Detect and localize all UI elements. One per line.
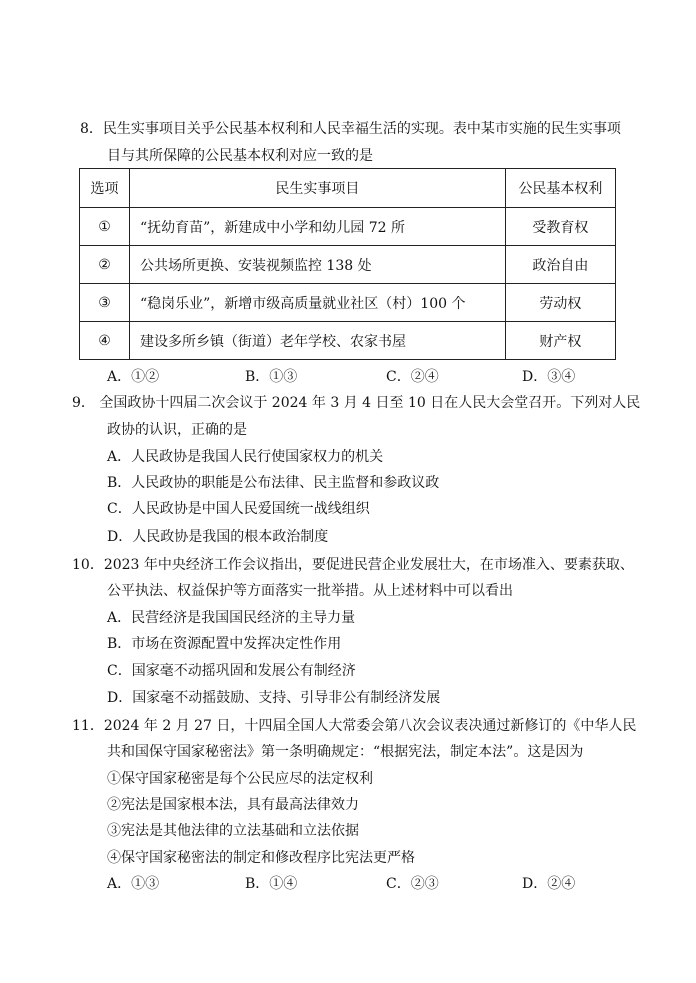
q9-option-b[interactable]: B．人民政协的职能是公布法律、民主监督和参政议政 bbox=[107, 475, 440, 491]
q10-option-c[interactable]: C．国家毫不动摇巩固和发展公有制经济 bbox=[107, 663, 356, 679]
table-row bbox=[80, 246, 616, 284]
q9-option-a[interactable]: A．人民政协是我国人民行使国家权力的机关 bbox=[107, 449, 384, 465]
q8-option-d[interactable]: D．③④ bbox=[522, 369, 576, 385]
q10-option-d[interactable]: D．国家毫不动摇鼓励、支持、引导非公有制经济发展 bbox=[107, 690, 441, 706]
q8-stem-line-1: 8．民生实事项目关乎公民基本权利和人民幸福生活的实现。表中某市实施的民生实事项 bbox=[80, 121, 621, 137]
q11-stem-line-2: 共和国保守国家秘密法》第一条明确规定：“根据宪法，制定本法”。这是因为 bbox=[107, 744, 584, 760]
q9-option-d[interactable]: D．人民政协是我国的根本政治制度 bbox=[107, 529, 329, 545]
table-header: 公民基本权利 bbox=[505, 169, 615, 208]
table-cell: ① bbox=[80, 208, 130, 246]
table-row bbox=[80, 208, 616, 246]
q11-statement-4: ④保守国家秘密法的制定和修改程序比宪法更严格 bbox=[107, 850, 415, 866]
q8-table bbox=[79, 168, 616, 360]
table-row bbox=[80, 322, 616, 360]
table-header: 民生实事项目 bbox=[129, 169, 505, 208]
q8-option-c[interactable]: C．②④ bbox=[386, 369, 439, 385]
q8-option-a[interactable]: A．①② bbox=[107, 369, 160, 385]
q9-option-c[interactable]: C．人民政协是中国人民爱国统一战线组织 bbox=[107, 501, 370, 517]
table-cell: “抚幼育苗”，新建成中小学和幼儿园 72 所 bbox=[129, 208, 505, 246]
table-cell: ④ bbox=[80, 322, 130, 360]
table-cell: 劳动权 bbox=[505, 284, 615, 322]
table-cell: 政治自由 bbox=[505, 246, 615, 284]
q9-stem-line-1: 9． 全国政协十四届二次会议于 2024 年 3 月 4 日至 10 日在人民大会堂召开。下列对人民 bbox=[72, 395, 641, 411]
table-cell: 建设多所乡镇（街道）老年学校、农家书屋 bbox=[129, 322, 505, 360]
q11-option-d[interactable]: D．②④ bbox=[522, 876, 576, 892]
table-cell: “稳岗乐业”，新增市级高质量就业社区（村）100 个 bbox=[129, 284, 505, 322]
q11-option-a[interactable]: A．①③ bbox=[107, 876, 160, 892]
table-header-row bbox=[80, 169, 616, 208]
q10-option-b[interactable]: B．市场在资源配置中发挥决定性作用 bbox=[107, 636, 342, 652]
q10-stem-line-2: 公平执法、权益保护等方面落实一批举措。从上述材料中可以看出 bbox=[107, 583, 513, 599]
table-cell: 财产权 bbox=[505, 322, 615, 360]
q10-stem-line-1: 10．2023 年中央经济工作会议指出，要促进民营企业发展壮大，在市场准入、要素获取、 bbox=[72, 557, 634, 573]
q8-option-b[interactable]: B．①③ bbox=[245, 369, 298, 385]
q11-statement-2: ②宪法是国家根本法，具有最高法律效力 bbox=[107, 797, 359, 813]
q11-statement-3: ③宪法是其他法律的立法基础和立法依据 bbox=[107, 823, 359, 839]
table-cell: 公共场所更换、安装视频监控 138 处 bbox=[129, 246, 505, 284]
q8-stem-line-2: 目与其所保障的公民基本权利对应一致的是 bbox=[107, 148, 373, 164]
table-cell: ② bbox=[80, 246, 130, 284]
q10-option-a[interactable]: A．民营经济是我国国民经济的主导力量 bbox=[107, 610, 356, 626]
q11-option-c[interactable]: C．②③ bbox=[386, 876, 439, 892]
q11-option-b[interactable]: B．①④ bbox=[245, 876, 298, 892]
q9-stem-line-2: 政协的认识，正确的是 bbox=[107, 422, 247, 438]
q11-stem-line-1: 11．2024 年 2 月 27 日，十四届全国人大常委会第八次会议表决通过新修订的《中华人民 bbox=[72, 718, 637, 734]
q11-statement-1: ①保守国家秘密是每个公民应尽的法定权利 bbox=[107, 771, 373, 787]
table-header: 选项 bbox=[80, 169, 130, 208]
table-row bbox=[80, 284, 616, 322]
table-cell: ③ bbox=[80, 284, 130, 322]
table-cell: 受教育权 bbox=[505, 208, 615, 246]
